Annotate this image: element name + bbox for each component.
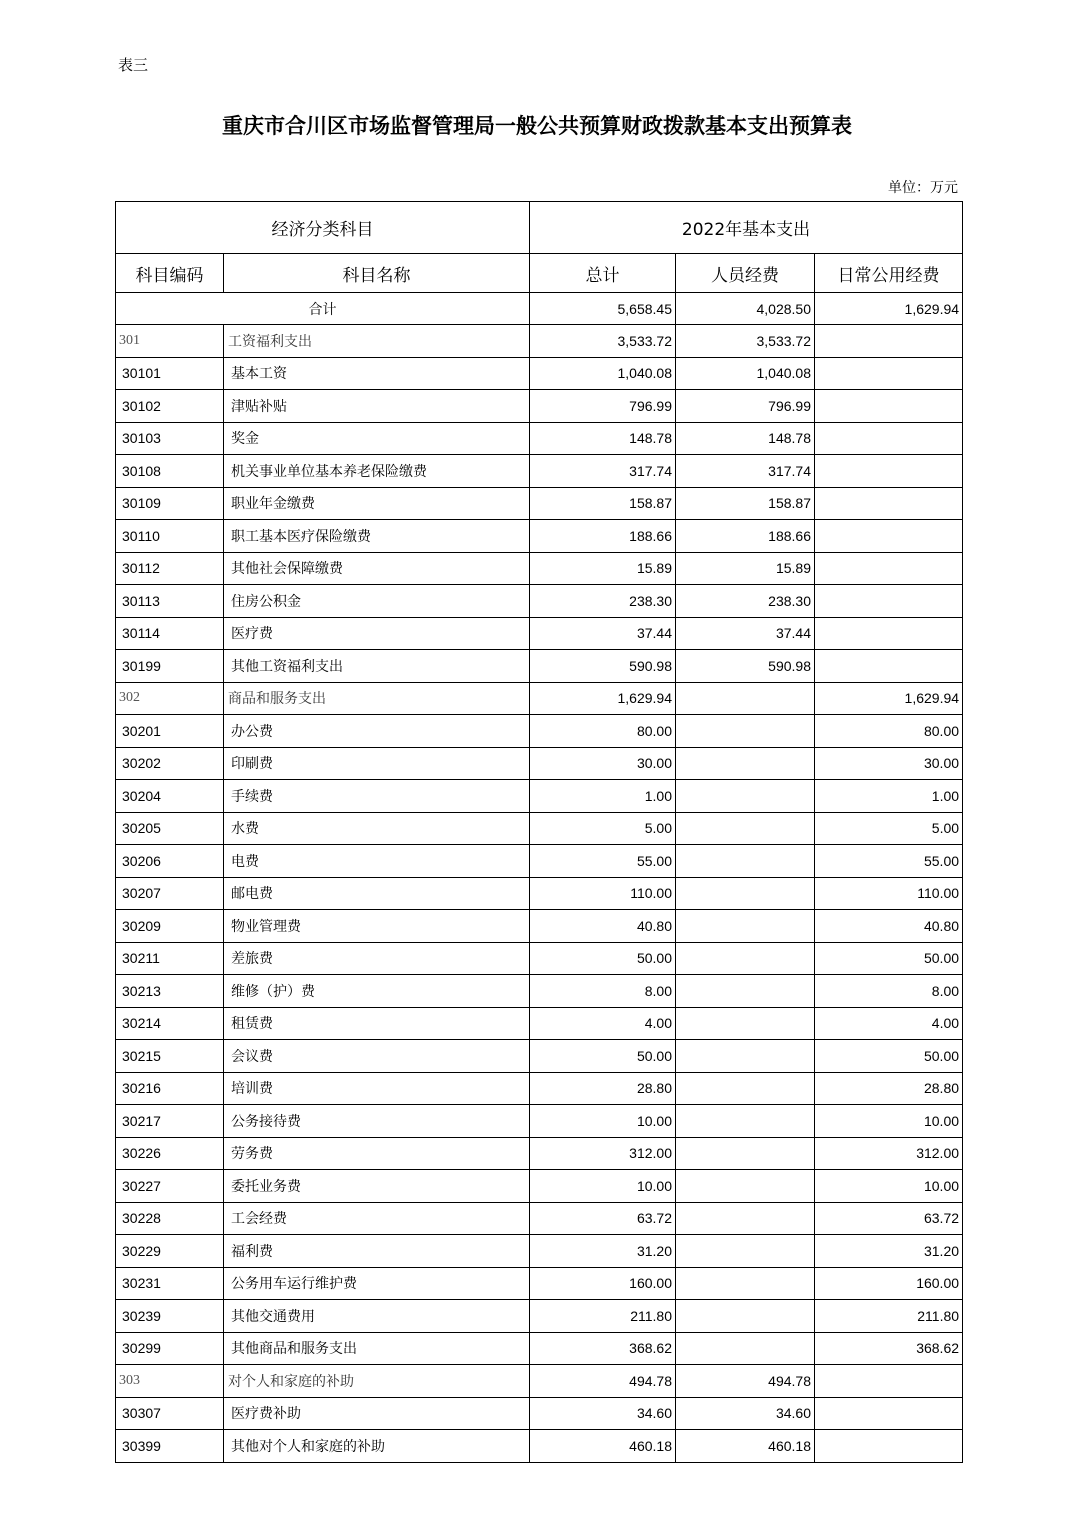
group-header-basic-expenditure: 2022年基本支出: [530, 202, 963, 254]
row-code: 301: [116, 325, 224, 358]
row-name: 工会经费: [224, 1202, 530, 1235]
row-personnel: [676, 910, 815, 943]
row-total: 368.62: [530, 1332, 676, 1365]
column-header-code: 科目编码: [116, 254, 224, 293]
total-total: 5,658.45: [530, 293, 676, 325]
row-personnel: 37.44: [676, 617, 815, 650]
table-row: [116, 845, 963, 878]
row-personnel: [676, 1300, 815, 1333]
table-row: [116, 1300, 963, 1333]
row-name: 邮电费: [224, 877, 530, 910]
table-row: [116, 1170, 963, 1203]
row-public: 28.80: [815, 1072, 963, 1105]
table-row: [116, 357, 963, 390]
row-personnel: 3,533.72: [676, 325, 815, 358]
row-code: 302: [116, 682, 224, 715]
row-public: 10.00: [815, 1170, 963, 1203]
row-public: 63.72: [815, 1202, 963, 1235]
row-code: 30113: [116, 585, 224, 618]
row-total: 158.87: [530, 487, 676, 520]
row-total: 211.80: [530, 1300, 676, 1333]
row-name: 劳务费: [224, 1137, 530, 1170]
row-total: 80.00: [530, 715, 676, 748]
total-public: 1,629.94: [815, 293, 963, 325]
row-personnel: 590.98: [676, 650, 815, 683]
row-public: 160.00: [815, 1267, 963, 1300]
row-total: 160.00: [530, 1267, 676, 1300]
row-public: 5.00: [815, 812, 963, 845]
row-personnel: [676, 780, 815, 813]
row-personnel: [676, 1105, 815, 1138]
row-code: 303: [116, 1365, 224, 1398]
row-personnel: 15.89: [676, 552, 815, 585]
row-name: 其他商品和服务支出: [224, 1332, 530, 1365]
row-personnel: 238.30: [676, 585, 815, 618]
row-code: 30108: [116, 455, 224, 488]
table-row: [116, 1137, 963, 1170]
row-total: 55.00: [530, 845, 676, 878]
row-total: 34.60: [530, 1397, 676, 1430]
table-row: [116, 585, 963, 618]
row-name: 培训费: [224, 1072, 530, 1105]
row-name: 医疗费补助: [224, 1397, 530, 1430]
table-row: [116, 780, 963, 813]
table-row: [116, 1332, 963, 1365]
table-row: [116, 390, 963, 423]
unit-label: 单位：万元: [888, 180, 958, 196]
row-code: 30229: [116, 1235, 224, 1268]
row-name: 其他社会保障缴费: [224, 552, 530, 585]
row-total: 50.00: [530, 1040, 676, 1073]
row-personnel: 494.78: [676, 1365, 815, 1398]
row-name: 商品和服务支出: [224, 682, 530, 715]
row-public: 50.00: [815, 1040, 963, 1073]
row-personnel: [676, 1267, 815, 1300]
row-name: 职工基本医疗保险缴费: [224, 520, 530, 553]
row-public: [815, 617, 963, 650]
row-public: 8.00: [815, 975, 963, 1008]
row-personnel: 34.60: [676, 1397, 815, 1430]
total-personnel: 4,028.50: [676, 293, 815, 325]
row-code: 30101: [116, 357, 224, 390]
table-row: [116, 1072, 963, 1105]
table-number-label: 表三: [118, 56, 149, 74]
row-code: 30202: [116, 747, 224, 780]
row-total: 796.99: [530, 390, 676, 423]
row-name: 手续费: [224, 780, 530, 813]
row-code: 30399: [116, 1430, 224, 1463]
row-code: 30102: [116, 390, 224, 423]
table-row: [116, 910, 963, 943]
row-total: 28.80: [530, 1072, 676, 1105]
column-header-row: [116, 254, 963, 293]
row-total: 238.30: [530, 585, 676, 618]
row-personnel: 317.74: [676, 455, 815, 488]
row-personnel: [676, 845, 815, 878]
budget-table: [115, 201, 963, 1463]
row-code: 30228: [116, 1202, 224, 1235]
row-code: 30206: [116, 845, 224, 878]
column-header-public: 日常公用经费: [815, 254, 963, 293]
row-code: 30239: [116, 1300, 224, 1333]
row-code: 30205: [116, 812, 224, 845]
row-personnel: [676, 1137, 815, 1170]
row-name: 基本工资: [224, 357, 530, 390]
table-row: [116, 942, 963, 975]
row-public: 1.00: [815, 780, 963, 813]
table-row: [116, 1267, 963, 1300]
table-row: [116, 975, 963, 1008]
row-public: 1,629.94: [815, 682, 963, 715]
row-personnel: [676, 1007, 815, 1040]
row-total: 110.00: [530, 877, 676, 910]
row-personnel: [676, 1202, 815, 1235]
row-public: 40.80: [815, 910, 963, 943]
table-row: [116, 650, 963, 683]
table-row: [116, 617, 963, 650]
row-personnel: [676, 747, 815, 780]
row-name: 物业管理费: [224, 910, 530, 943]
row-public: 31.20: [815, 1235, 963, 1268]
row-code: 30227: [116, 1170, 224, 1203]
row-code: 30214: [116, 1007, 224, 1040]
row-personnel: [676, 877, 815, 910]
total-row: [116, 293, 963, 325]
row-name: 津贴补贴: [224, 390, 530, 423]
row-code: 30110: [116, 520, 224, 553]
row-total: 5.00: [530, 812, 676, 845]
group-header-economic-classification: 经济分类科目: [116, 202, 530, 254]
row-name: 差旅费: [224, 942, 530, 975]
category-row: [116, 1365, 963, 1398]
row-personnel: [676, 715, 815, 748]
document-title: 重庆市合川区市场监督管理局一般公共预算财政拨款基本支出预算表: [222, 113, 852, 138]
row-total: 590.98: [530, 650, 676, 683]
row-public: [815, 585, 963, 618]
table-row: [116, 715, 963, 748]
table-row: [116, 1202, 963, 1235]
row-name: 其他工资福利支出: [224, 650, 530, 683]
row-code: 30207: [116, 877, 224, 910]
row-name: 其他交通费用: [224, 1300, 530, 1333]
row-total: 148.78: [530, 422, 676, 455]
row-code: 30217: [116, 1105, 224, 1138]
row-code: 30204: [116, 780, 224, 813]
row-personnel: [676, 682, 815, 715]
row-public: [815, 487, 963, 520]
table-row: [116, 812, 963, 845]
row-personnel: [676, 1332, 815, 1365]
table-row: [116, 1007, 963, 1040]
row-total: 10.00: [530, 1105, 676, 1138]
row-name: 医疗费: [224, 617, 530, 650]
row-personnel: 1,040.08: [676, 357, 815, 390]
table-row: [116, 422, 963, 455]
row-personnel: [676, 1072, 815, 1105]
row-public: [815, 455, 963, 488]
row-total: 460.18: [530, 1430, 676, 1463]
row-total: 312.00: [530, 1137, 676, 1170]
row-public: [815, 650, 963, 683]
row-code: 30109: [116, 487, 224, 520]
row-name: 奖金: [224, 422, 530, 455]
row-code: 30216: [116, 1072, 224, 1105]
row-name: 福利费: [224, 1235, 530, 1268]
column-header-name: 科目名称: [224, 254, 530, 293]
row-personnel: [676, 1235, 815, 1268]
row-personnel: [676, 975, 815, 1008]
row-code: 30213: [116, 975, 224, 1008]
row-code: 30199: [116, 650, 224, 683]
row-total: 188.66: [530, 520, 676, 553]
row-total: 8.00: [530, 975, 676, 1008]
row-total: 30.00: [530, 747, 676, 780]
row-total: 40.80: [530, 910, 676, 943]
row-code: 30114: [116, 617, 224, 650]
row-name: 职业年金缴费: [224, 487, 530, 520]
table-row: [116, 520, 963, 553]
table-row: [116, 1397, 963, 1430]
row-personnel: [676, 1040, 815, 1073]
column-header-total: 总计: [530, 254, 676, 293]
row-total: 63.72: [530, 1202, 676, 1235]
row-total: 50.00: [530, 942, 676, 975]
category-row: [116, 682, 963, 715]
row-public: 312.00: [815, 1137, 963, 1170]
row-name: 公务接待费: [224, 1105, 530, 1138]
row-name: 对个人和家庭的补助: [224, 1365, 530, 1398]
row-public: 50.00: [815, 942, 963, 975]
row-personnel: [676, 1170, 815, 1203]
row-name: 维修（护）费: [224, 975, 530, 1008]
row-name: 机关事业单位基本养老保险缴费: [224, 455, 530, 488]
row-name: 办公费: [224, 715, 530, 748]
row-personnel: [676, 942, 815, 975]
row-name: 租赁费: [224, 1007, 530, 1040]
row-public: [815, 1430, 963, 1463]
row-total: 1,629.94: [530, 682, 676, 715]
table-row: [116, 1105, 963, 1138]
table-row: [116, 455, 963, 488]
row-personnel: 796.99: [676, 390, 815, 423]
row-public: [815, 422, 963, 455]
table-row: [116, 747, 963, 780]
row-code: 30112: [116, 552, 224, 585]
row-personnel: [676, 812, 815, 845]
row-total: 1.00: [530, 780, 676, 813]
row-total: 1,040.08: [530, 357, 676, 390]
row-public: 211.80: [815, 1300, 963, 1333]
row-name: 委托业务费: [224, 1170, 530, 1203]
row-public: 368.62: [815, 1332, 963, 1365]
total-label: 合计: [116, 293, 530, 325]
row-name: 印刷费: [224, 747, 530, 780]
row-public: [815, 390, 963, 423]
row-total: 3,533.72: [530, 325, 676, 358]
row-public: 55.00: [815, 845, 963, 878]
row-code: 30231: [116, 1267, 224, 1300]
row-total: 10.00: [530, 1170, 676, 1203]
row-personnel: 460.18: [676, 1430, 815, 1463]
table-row: [116, 877, 963, 910]
row-total: 15.89: [530, 552, 676, 585]
row-public: 80.00: [815, 715, 963, 748]
category-row: [116, 325, 963, 358]
table-row: [116, 487, 963, 520]
row-public: [815, 552, 963, 585]
row-name: 水费: [224, 812, 530, 845]
row-name: 住房公积金: [224, 585, 530, 618]
row-personnel: 188.66: [676, 520, 815, 553]
row-public: [815, 1397, 963, 1430]
row-total: 37.44: [530, 617, 676, 650]
row-public: 10.00: [815, 1105, 963, 1138]
table-row: [116, 1040, 963, 1073]
row-code: 30299: [116, 1332, 224, 1365]
column-header-personnel: 人员经费: [676, 254, 815, 293]
row-name: 会议费: [224, 1040, 530, 1073]
table-row: [116, 1430, 963, 1463]
row-code: 30211: [116, 942, 224, 975]
row-total: 4.00: [530, 1007, 676, 1040]
row-personnel: 158.87: [676, 487, 815, 520]
row-public: [815, 357, 963, 390]
row-code: 30226: [116, 1137, 224, 1170]
row-name: 工资福利支出: [224, 325, 530, 358]
row-personnel: 148.78: [676, 422, 815, 455]
row-code: 30103: [116, 422, 224, 455]
row-code: 30201: [116, 715, 224, 748]
row-name: 其他对个人和家庭的补助: [224, 1430, 530, 1463]
row-public: [815, 325, 963, 358]
table-row: [116, 552, 963, 585]
row-code: 30215: [116, 1040, 224, 1073]
row-code: 30307: [116, 1397, 224, 1430]
row-total: 31.20: [530, 1235, 676, 1268]
row-public: 30.00: [815, 747, 963, 780]
table-row: [116, 1235, 963, 1268]
row-code: 30209: [116, 910, 224, 943]
row-public: [815, 1365, 963, 1398]
row-name: 公务用车运行维护费: [224, 1267, 530, 1300]
row-public: [815, 520, 963, 553]
row-public: 110.00: [815, 877, 963, 910]
group-header-row: [116, 202, 963, 254]
row-public: 4.00: [815, 1007, 963, 1040]
row-name: 电费: [224, 845, 530, 878]
row-total: 494.78: [530, 1365, 676, 1398]
row-total: 317.74: [530, 455, 676, 488]
